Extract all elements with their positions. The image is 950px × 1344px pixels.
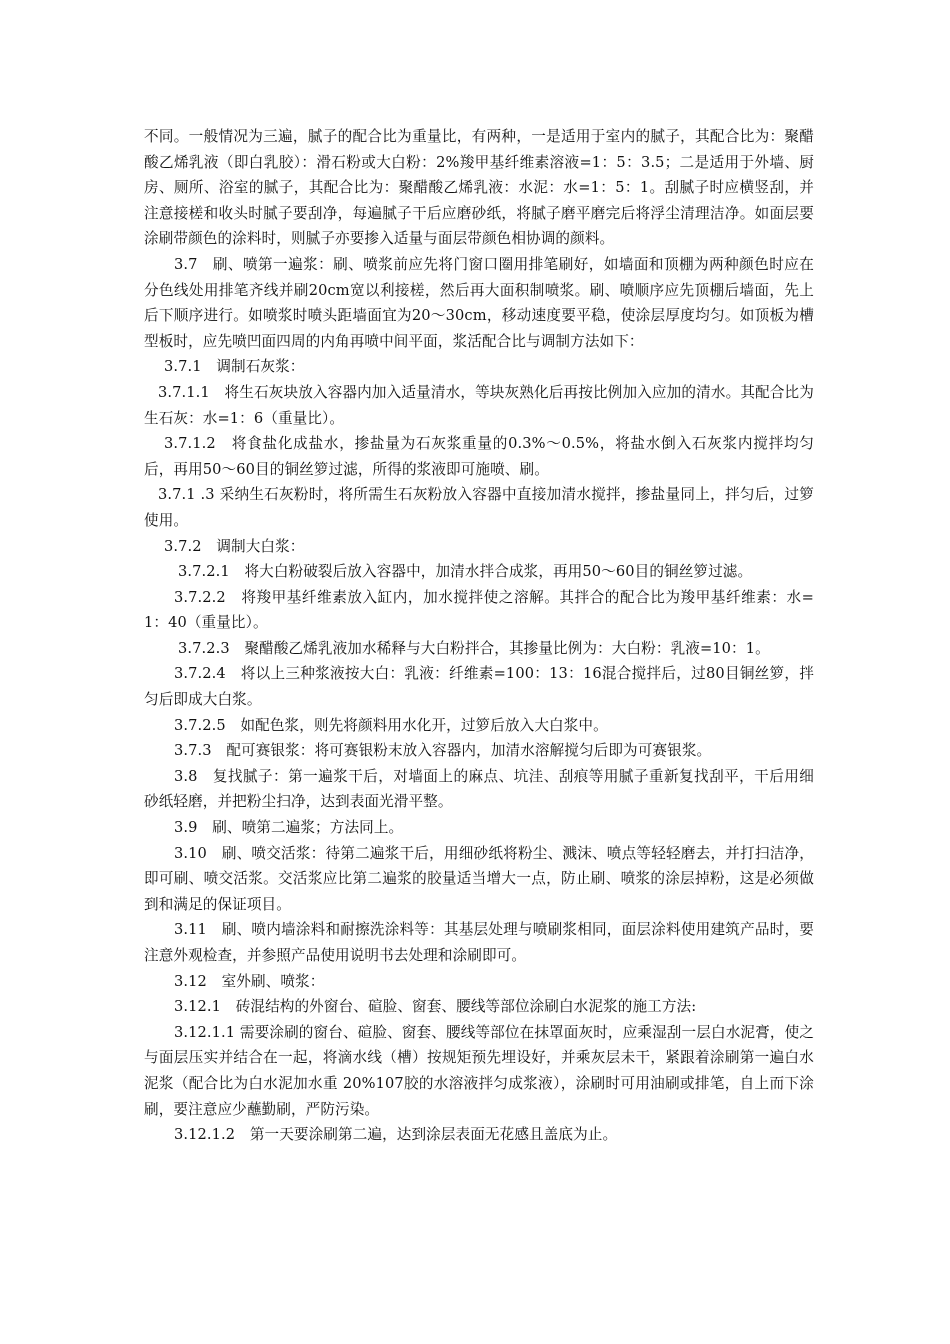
- paragraph-3-7-2-2: 3.7.2.2 将羧甲基纤维素放入缸内，加水搅拌使之溶解。其拌合的配合比为羧甲基纤维素：水=1：40（重量比）。: [144, 588, 814, 632]
- paragraph-3-7-3: 3.7.3 配可赛银浆：将可赛银粉末放入容器内，加清水溶解搅匀后即为可赛银浆。: [174, 742, 712, 760]
- paragraph-3-7-1: 3.7.1 调制石灰浆：: [164, 358, 305, 376]
- paragraph-3-12: 3.12 室外刷、喷浆：: [174, 972, 325, 990]
- paragraph-3-7-2-1: 3.7.2.1 将大白粉破裂后放入容器中，加清水拌合成浆，再用50～60目的铜丝箩过滤。: [178, 563, 753, 581]
- paragraph-3-7-1-2: 3.7.1.2 将食盐化成盐水，掺盐量为石灰浆重量的0.3%～0.5%，将盐水倒入石灰浆内搅拌均匀后，再用50～60目的铜丝箩过滤，所得的浆液即可施喷、刷。: [144, 435, 814, 478]
- paragraph-3-12-1: 3.12.1 砖混结构的外窗台、碹脸、窗套、腰线等部位涂刷白水泥浆的施工方法:: [174, 998, 697, 1016]
- paragraph-3-9: 3.9 刷、喷第二遍浆；方法同上。: [174, 819, 404, 837]
- paragraph-3-7-2: 3.7.2 调制大白浆：: [164, 537, 305, 555]
- paragraph-3-7-2-3: 3.7.2.3 聚醋酸乙烯乳液加水稀释与大白粉拌合，其掺量比例为：大白粉：乳液=10：1。: [178, 639, 770, 657]
- paragraph-3-7-1-1: 3.7.1.1 将生石灰块放入容器内加入适量清水，等块灰熟化后再按比例加入应加的清水。其配合比为生石灰：水=1：6（重量比）。: [144, 383, 814, 427]
- paragraph-putty-mix: 不同。一般情况为三遍，腻子的配合比为重量比，有两种，一是适用于室内的腻子，其配合比为：聚醋酸乙烯乳液（即白乳胶）：滑石粉或大白粉：2%羧甲基纤维素溶液=1：5：3.5；二是适用于外墙、厨房、厕所、浴室的腻子，其配合比为：聚醋酸乙烯乳液：水泥：水=1：5：1。刮腻子时应横竖刮，并注意接槎和收头时腻子要刮净，每遍腻子干后应磨砂纸，将腻子磨平磨完后将浮尘清理洁净。如面层要涂刷带颜色的涂料时，则腻子亦要掺入适量与面层带颜色相协调的颜料。: [144, 128, 814, 248]
- paragraph-3-7-1-3: 3.7.1 .3 采纳生石灰粉时，将所需生石灰粉放入容器中直接加清水搅拌，掺盐量同上，拌匀后，过箩使用。: [144, 486, 814, 529]
- paragraph-3-7: 3.7 刷、喷第一遍浆：刷、喷浆前应先将门窗口圈用排笔刷好，如墙面和顶棚为两种颜色时应在分色线处用排笔齐线并刷20cm宽以利接槎，然后再大面积制喷浆。刷、喷顺序应先顶棚后墙面，先上后下顺序进行。如喷浆时喷头距墙面宜为20～30cm，移动速度要平稳，使涂层厚度均匀。如顶板为槽型板时，应先喷凹面四周的内角再喷中间平面，浆活配合比与调制方法如下：: [144, 255, 814, 350]
- paragraph-3-10: 3.10 刷、喷交活浆：待第二遍浆干后，用细砂纸将粉尘、溅沫、喷点等轻轻磨去，并打扫洁净，即可刷、喷交活浆。交活浆应比第二遍浆的胶量适当增大一点，防止刷、喷浆的涂层掉粉，这是必须做到和满足的保证项目。: [144, 844, 814, 913]
- paragraph-3-7-2-5: 3.7.2.5 如配色浆，则先将颜料用水化开，过箩后放入大白浆中。: [174, 716, 608, 734]
- paragraph-3-7-2-4: 3.7.2.4 将以上三种浆液按大白：乳液：纤维素=100：13：16混合搅拌后，过80目铜丝箩，拌匀后即成大白浆。: [144, 665, 814, 709]
- paragraph-3-12-1-1: 3.12.1.1 需要涂刷的窗台、碹脸、窗套、腰线等部位在抹罩面灰时，应乘湿刮一层白水泥膏，使之与面层压实并结合在一起，将滴水线（槽）按规矩预先埋设好，并乘灰层未干，紧跟着涂刷第一遍白水泥浆（配合比为白水泥加水重 20%107胶的水溶液拌匀成浆液），涂刷时可用油刷或排笔，自上而下涂刷，要注意应少蘸勤刷，严防污染。: [144, 1023, 814, 1118]
- paragraph-3-8: 3.8 复找腻子：第一遍浆干后，对墙面上的麻点、坑洼、刮痕等用腻子重新复找刮平，干后用细砂纸轻磨，并把粉尘扫净，达到表面光滑平整。: [144, 767, 814, 811]
- paragraph-3-11: 3.11 刷、喷内墙涂料和耐擦洗涂料等：其基层处理与喷刷浆相同，面层涂料使用建筑产品时，要注意外观检查，并参照产品使用说明书去处理和涂刷即可。: [144, 921, 814, 964]
- paragraph-3-12-1-2: 3.12.1.2 第一天要涂刷第二遍，达到涂层表面无花感且盖底为止。: [174, 1126, 618, 1144]
